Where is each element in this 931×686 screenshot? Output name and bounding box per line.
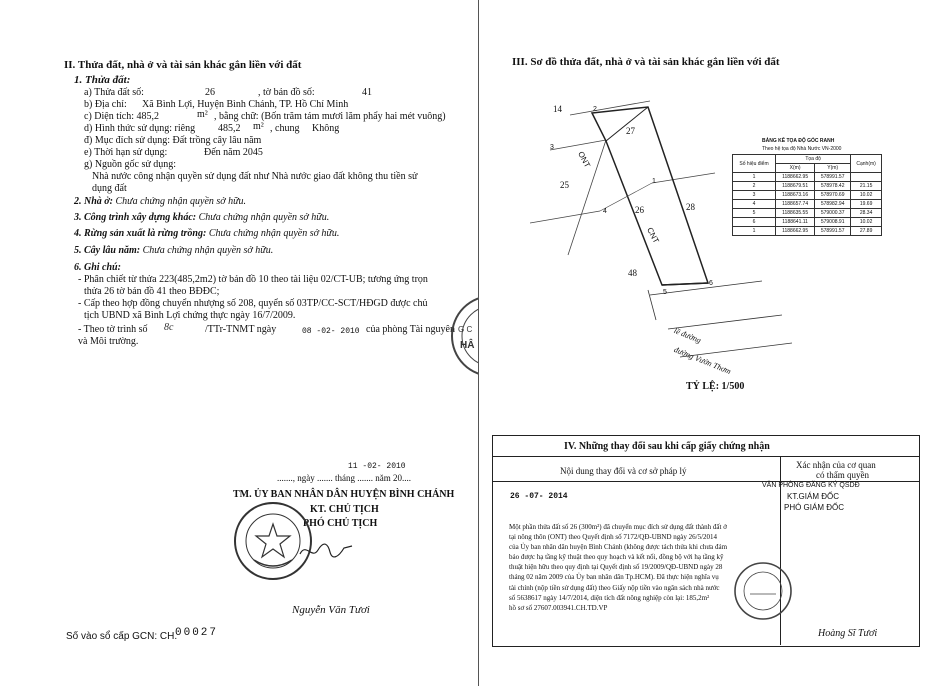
forest-row [74, 228, 339, 239]
notes-line-5-num: 8c [164, 322, 174, 333]
change-body: Một phần thửa đất số 26 (300m²) đã chuyển mục đích sử dụng đất thành đất ở tại nông thôn (ONT) theo Quyết định số 7172/QĐ-UBND ngày 26/5/2014 của Ủy ban nhân dân huyện Bình Chánh (không được tách thửa khi chưa đảm bảo được hạ tầng kỹ thuật theo quy hoạch và kết nối, đồng bộ với hạ tầng kỹ thuật hiện hữu theo quy định tại Quyết định số 19/2009/QĐ-UBND ngày 28 tháng 02 năm 2009 của Ủy ban nhân dân Tp.HCM). Đã thực hiện nghĩa vụ tài chính (nộp tiền sử dụng đất) theo Giấy nộp tiền vào ngân sách nhà nước số 5638617 ngày 14/7/2014, diện tích đất nông nghiệp còn lại: 185,2m² hồ sơ số 27607.003941.CH.TD.VP [509, 523, 728, 612]
table-row: 3 1188673.16 578970.69 10.02 [733, 191, 882, 200]
sign-date-stamp: 11 -02- 2010 [348, 462, 406, 471]
house-title: 2. Nhà ở: [74, 196, 113, 207]
perennial-row [74, 245, 273, 256]
land-d-unit: m² [253, 121, 264, 132]
scale-label: TỶ LỆ: 1/500 [686, 381, 745, 392]
land-e-value: Đến năm 2045 [204, 147, 263, 158]
table-row: 1 1188662.95 578991.57 27.89 [733, 227, 882, 236]
section-2-title: II. Thửa đất, nhà ở và tài sản khác gắn liền với đất [64, 59, 302, 71]
change-kt: KT.GIÁM ĐỐC [787, 492, 840, 501]
land-c-unit: m² [197, 109, 208, 120]
coord-header-x: X(m) [776, 164, 815, 173]
land-d-value: 485,2 [218, 123, 241, 134]
notes-line-2: thửa 26 tờ bản đồ 41 theo BĐĐC; [84, 286, 220, 297]
land-e-label: e) Thời hạn sử dụng: [84, 147, 168, 158]
land-map-label: , tờ bản đồ số: [258, 87, 315, 98]
land-g-value-2: dụng đất [92, 183, 127, 194]
land-d-label: d) Hình thức sử dụng: riêng [84, 123, 196, 134]
point-4: 4 [603, 208, 607, 215]
land-code-ont: ONT [576, 150, 592, 170]
signature-mark [296, 540, 356, 562]
notes-line-6: và Môi trường. [78, 336, 139, 347]
parcel-28: 28 [686, 202, 695, 212]
road-edge-label: lề đường [672, 326, 703, 345]
page-fold [478, 0, 479, 686]
land-d-shared-value: Không [312, 123, 340, 134]
notes-line-4: tịch UBND xã Bình Lợi chứng thực ngày 16/7/2009. [84, 310, 296, 321]
land-map-value: 41 [362, 87, 372, 98]
land-c-words: , bằng chữ: (Bốn trăm tám mươi lăm phẩy hai mét vuông) [214, 111, 446, 122]
sign-org: TM. ỦY BAN NHÂN DÂN HUYỆN BÌNH CHÁNH [233, 489, 455, 500]
coord-title: BẢNG KÊ TỌA ĐỘ GÓC RANH [762, 138, 835, 144]
parcel-25: 25 [560, 180, 569, 190]
coord-header-len: Cạnh(m) [851, 155, 882, 173]
svg-text:G C: G C [458, 325, 473, 334]
parcel-48: 48 [628, 268, 637, 278]
perennial-value: Chưa chứng nhận quyền sở hữu. [142, 245, 274, 256]
register-label: Số vào sổ cấp GCN: CH. [66, 631, 178, 642]
sign-kt: KT. CHỦ TỊCH [310, 504, 379, 515]
notes-line-5c: của phòng Tài nguyên [366, 324, 455, 335]
land-a-value: 26 [205, 87, 215, 98]
table-row: 5 1188635.55 579000.37 28.34 [733, 209, 882, 218]
land-g-label: g) Nguồn gốc sử dụng: [84, 159, 177, 170]
svg-text:HÂ: HÂ [460, 340, 475, 351]
office-stamp: VĂN PHÒNG ĐĂNG KÝ QSDĐ [762, 482, 860, 489]
road-name-label: đường Vườn Thơm [672, 345, 733, 377]
notes-title: 6. Ghi chú: [74, 262, 121, 273]
land-title: 1. Thửa đất: [74, 74, 131, 86]
changes-col2-header-1: Xác nhận của cơ quan [796, 460, 876, 470]
change-signer-name: Hoàng Sĩ Tươi [818, 628, 878, 639]
table-row: 4 1188657.74 578982.94 19.69 [733, 200, 882, 209]
house-row [74, 196, 246, 207]
right-page [480, 0, 931, 686]
land-dd: đ) Mục đích sử dụng: Đất trồng cây lâu năm [84, 135, 262, 146]
parcel-14: 14 [553, 104, 562, 114]
land-g-value-1: Nhà nước công nhận quyền sử dụng đất như Nhà nước giao đất không thu tiền sử [92, 171, 418, 182]
register-number: 00027 [175, 627, 219, 639]
notes-line-3: - Cấp theo hợp đồng chuyển nhượng số 208, quyển số 03TP/CC-SCT/HĐGD được chủ [78, 298, 428, 309]
point-5: 5 [663, 289, 667, 296]
coord-header-y: Y(m) [815, 164, 851, 173]
coord-table [732, 154, 882, 236]
notes-line-1: - Phân chiết từ thửa 223(485,2m2) tờ bản đồ 10 theo tài liệu 02/CT-UB; tương ứng trọn [78, 274, 428, 285]
house-value: Chưa chứng nhận quyền sở hữu. [115, 196, 247, 207]
point-2: 2 [593, 106, 597, 113]
perennial-title: 5. Cây lâu năm: [74, 245, 141, 256]
point-3: 3 [550, 144, 554, 151]
land-d-shared: , chung [270, 123, 300, 134]
notes-line-5-date: 08 -02- 2010 [302, 327, 360, 336]
land-b-value: Xã Bình Lợi, Huyện Bình Chánh, TP. Hồ Chí Minh [142, 99, 349, 110]
sign-deputy: PHÓ CHỦ TỊCH [303, 518, 378, 529]
forest-value: Chưa chứng nhận quyền sở hữu. [208, 228, 340, 239]
parcel-26: 26 [635, 205, 644, 215]
notes-line-5a: - Theo tờ trình số [78, 324, 148, 335]
district-seal-partial [446, 292, 478, 380]
changes-col2-header-2: có thẩm quyền [816, 470, 869, 480]
works-title: 3. Công trình xây dựng khác: [74, 212, 197, 223]
land-code-cnt: CNT [645, 226, 661, 245]
land-c-label: c) Diện tích: 485,2 [84, 111, 159, 122]
point-1: 1 [652, 178, 656, 185]
section-3-title: III. Sơ đồ thửa đất, nhà ở và tài sản khác gắn liền với đất [512, 56, 780, 68]
office-seal [732, 560, 794, 622]
table-row: 1 1188662.95 578991.57 [733, 173, 882, 182]
land-a-label: a) Thửa đất số: [84, 87, 144, 98]
point-6: 6 [709, 280, 713, 287]
works-row [74, 212, 329, 223]
sign-date-line: ......., ngày ....... tháng ....... năm 20.... [277, 473, 411, 483]
coord-header-no: Số hiệu điểm [733, 155, 776, 173]
works-value: Chưa chứng nhận quyền sở hữu. [198, 212, 330, 223]
change-date: 26 -07- 2014 [510, 492, 568, 501]
change-deputy: PHÓ GIÁM ĐỐC [784, 503, 845, 512]
forest-title: 4. Rừng sản xuất là rừng trồng: [74, 228, 207, 239]
changes-divider-1 [493, 456, 919, 457]
table-row: 2 1188679.51 578978.42 21.15 [733, 182, 882, 191]
table-row: 6 1188641.11 579008.91 10.02 [733, 218, 882, 227]
changes-title: IV. Những thay đổi sau khi cấp giấy chứng nhận [564, 441, 770, 452]
sign-name: Nguyễn Văn Tươi [292, 604, 370, 616]
coord-header-coord: Tọa độ [776, 155, 851, 164]
coord-subtitle: Theo hệ tọa độ Nhà Nước VN-2000 [762, 146, 842, 152]
parcel-27: 27 [626, 126, 635, 136]
changes-col1-header: Nội dung thay đổi và cơ sở pháp lý [560, 466, 687, 476]
notes-line-5b: /TTr-TNMT ngày [205, 324, 277, 335]
land-b-label: b) Địa chỉ: [84, 99, 127, 110]
